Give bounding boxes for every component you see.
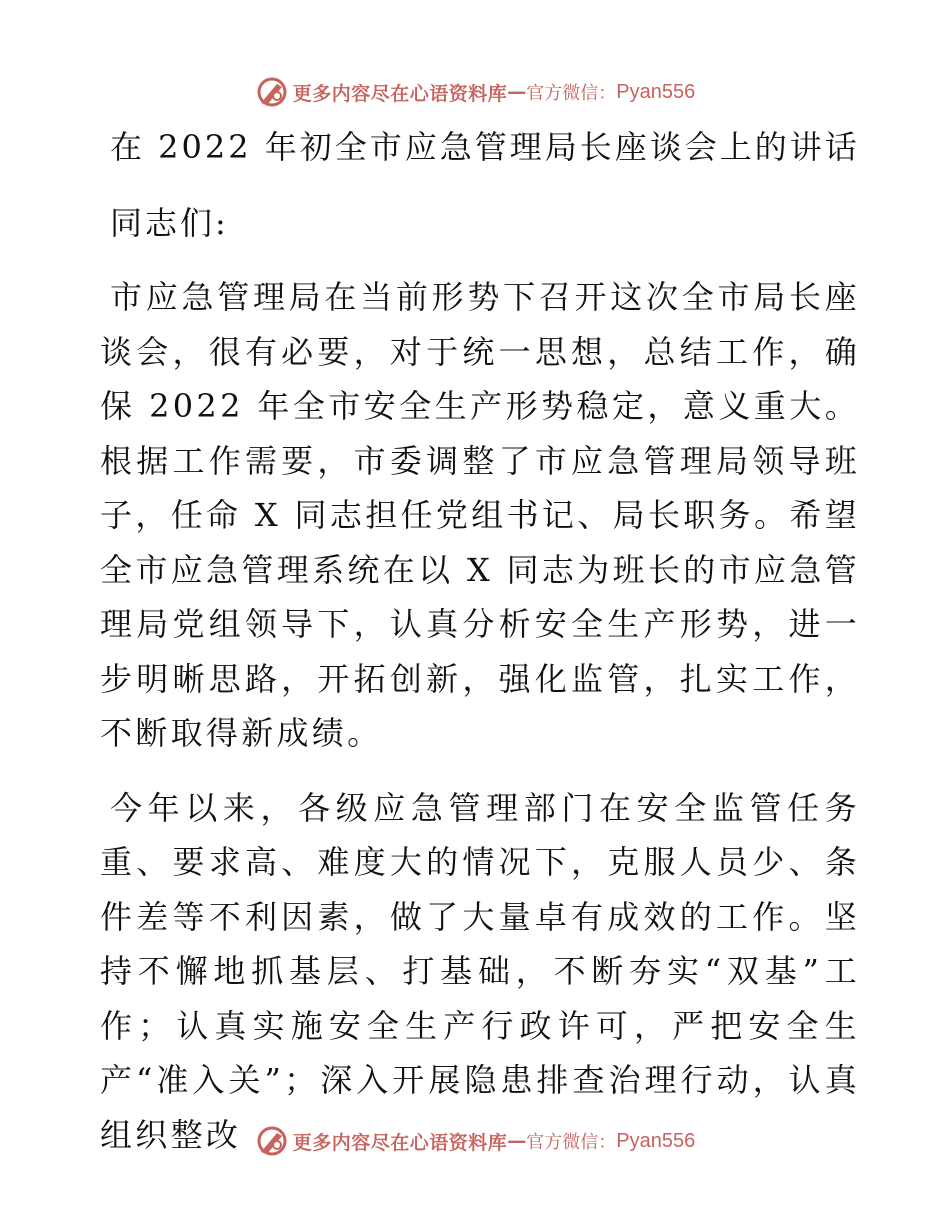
document-title: 在 2022 年初全市应急管理局长座谈会上的讲话 bbox=[110, 128, 860, 166]
document-body bbox=[100, 120, 860, 1162]
watermark-wechat-id: Pyan556 bbox=[616, 1129, 696, 1152]
watermark-footer bbox=[0, 1121, 950, 1161]
watermark-separator: — bbox=[507, 1130, 527, 1152]
paragraph: 市应急管理局在当前形势下召开这次全市局长座谈会，很有必要，对于统一思想，总结工作，确保 2022 年全市安全生产形势稳定，意义重大。根据工作需要，市委调整了市应急管理局领导班子，任命 X 同志担任党组书记、局长职务。希望全市应急管理系统在以 X 同志为班长的市应急管理局党组领导下，认真分析安全生产形势，进一步明晰思路，开拓创新，强化监管，扎实工作，不断取得新成绩。 bbox=[100, 278, 860, 752]
watermark-header bbox=[0, 72, 950, 112]
document-greeting: 同志们: bbox=[110, 204, 229, 242]
watermark-wechat-label: 官方微信： bbox=[526, 83, 617, 104]
pen-circle-icon bbox=[255, 75, 289, 109]
watermark-wechat-id: Pyan556 bbox=[616, 80, 696, 103]
watermark-text: 更多内容尽在心语资料库 bbox=[292, 1131, 508, 1154]
watermark-separator: — bbox=[507, 81, 527, 103]
pen-circle-icon bbox=[255, 1124, 289, 1158]
watermark-wechat-label: 官方微信： bbox=[526, 1132, 617, 1153]
watermark-text: 更多内容尽在心语资料库 bbox=[292, 82, 508, 105]
paragraph: 今年以来，各级应急管理部门在安全监管任务重、要求高、难度大的情况下，克服人员少、条件差等不利因素，做了大量卓有成效的工作。坚持不懈地抓基层、打基础，不断夯实“双基”工作；认真实施安全生产行政许可，严把安全生产“准入关”；深入开展隐患排查治理行动，认真组织整改 bbox=[100, 788, 860, 1154]
